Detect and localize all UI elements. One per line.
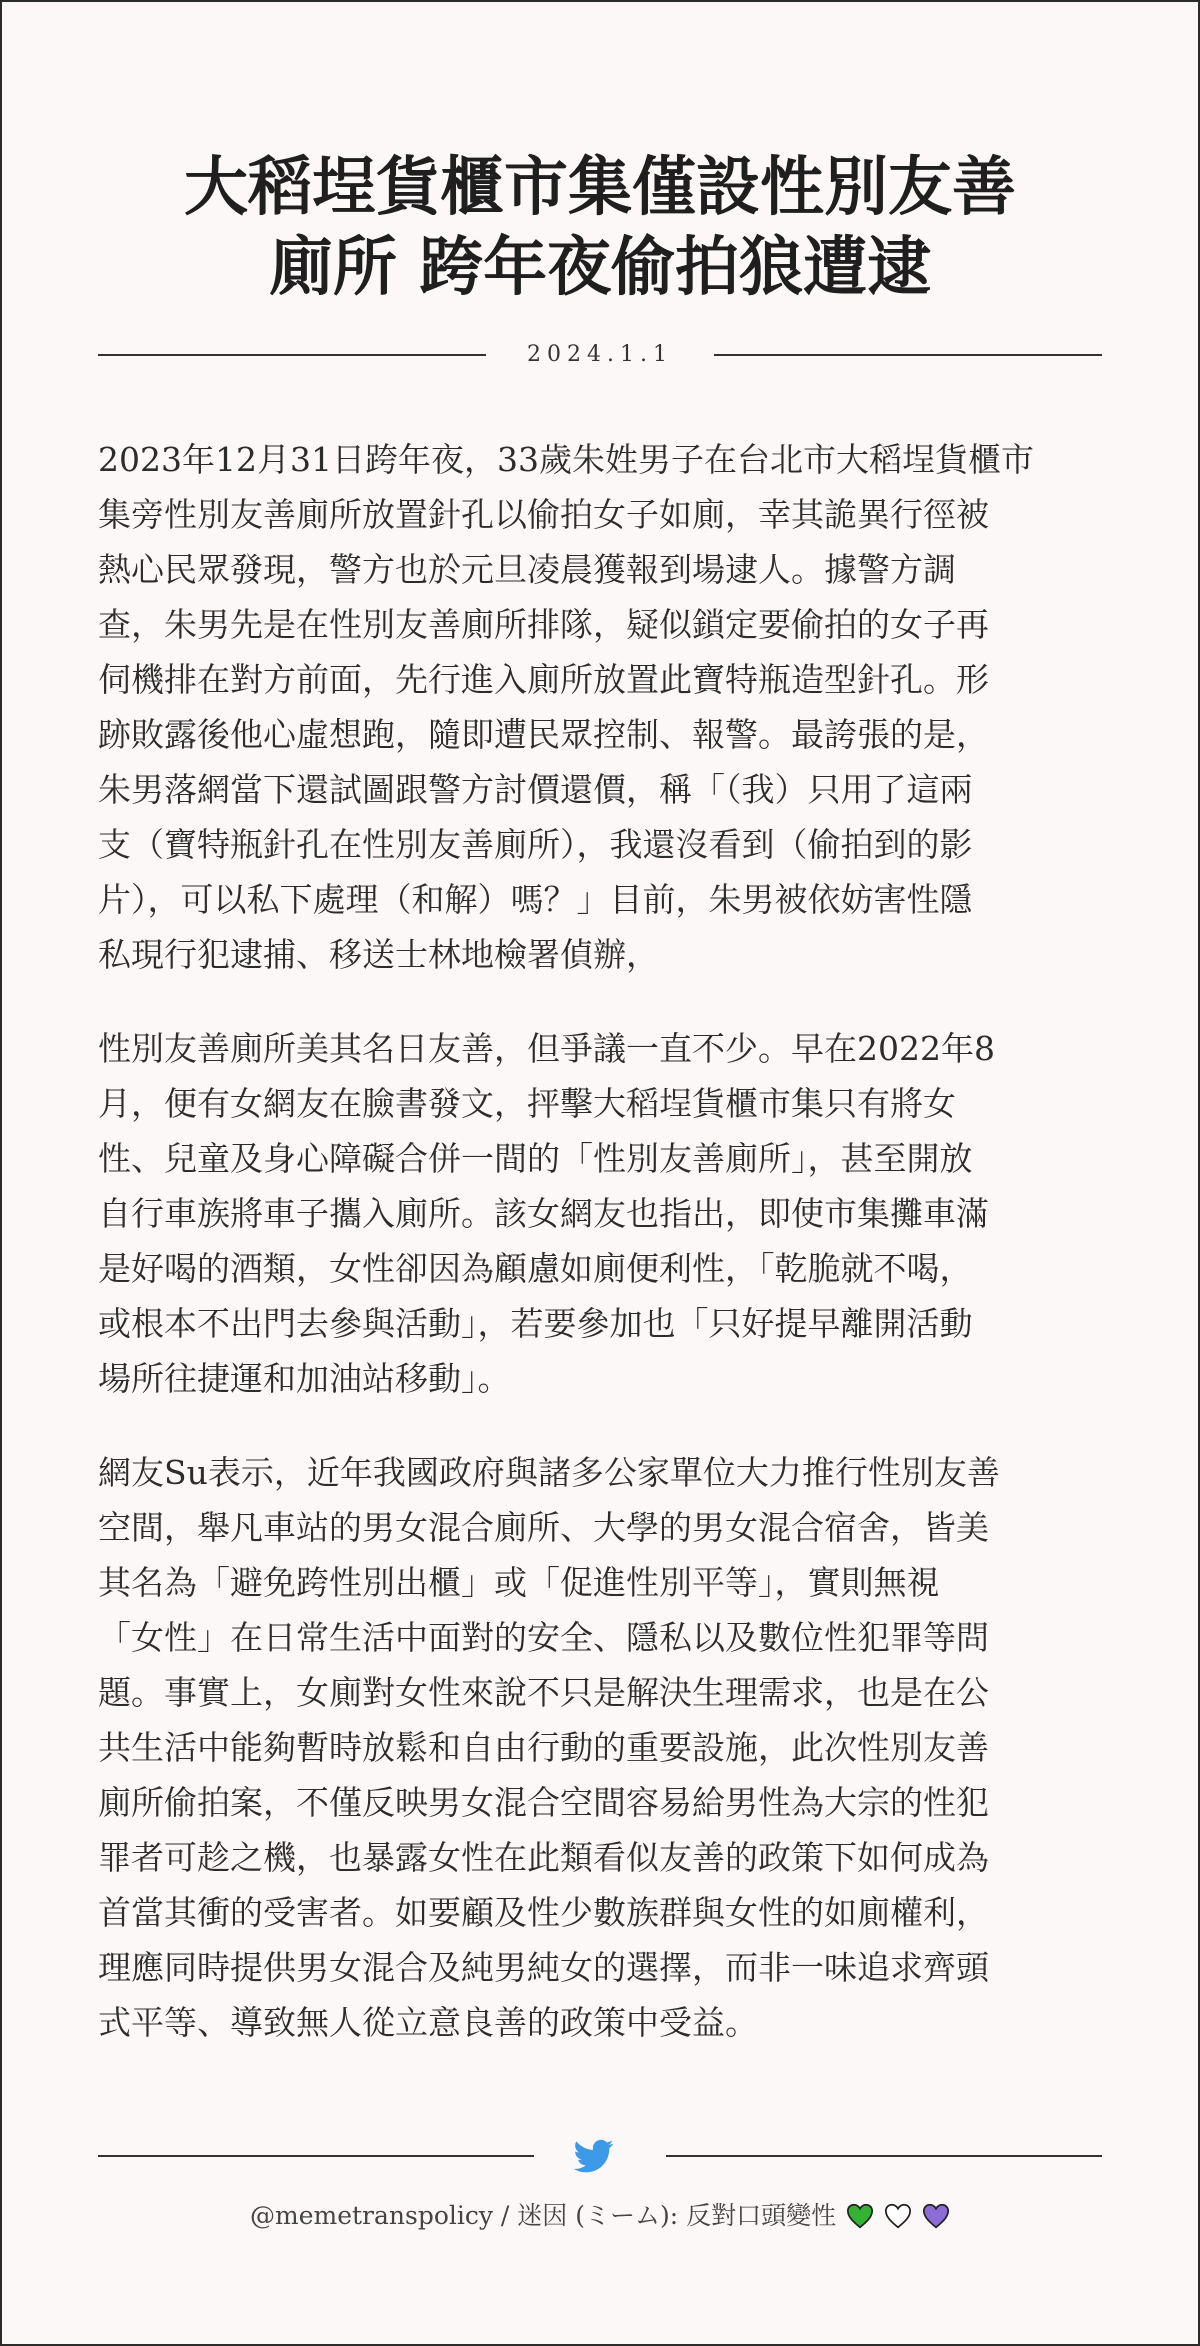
green-heart-icon [846,2203,874,2229]
white-heart-icon [884,2203,912,2229]
paragraph-line: 其名為「避免跨性別出櫃」或「促進性別平等」，實則無視 [98,1563,940,1602]
footer-divider-left [98,2155,534,2157]
paragraph-line: 查，朱男先是在性別友善廁所排隊，疑似鎖定要偷拍的女子再 [98,605,989,644]
footer-divider-row [98,2136,1102,2176]
paragraph-line: 式平等、導致無人從立意良善的政策中受益。 [98,2003,758,2042]
paragraph-line: 跡敗露後他心虛想跑，隨即遭民眾控制、報警。最誇張的是， [98,715,989,754]
paragraph-line: 支（寶特瓶針孔在性別友善廁所），我還沒看到（偷拍到的影 [98,825,973,864]
credit-text: @memetranspolicy / 迷因 (ミーム): 反對口頭變性 [249,2201,837,2230]
paragraph-2 [98,1021,1102,1406]
paragraph-line: 性別友善廁所美其名日友善，但爭議一直不少。早在2022年8 [98,1029,995,1068]
paragraph-line: 月，便有女網友在臉書發文，抨擊大稻埕貨櫃市集只有將女 [98,1084,956,1123]
title-line-1: 大稻埕貨櫃市集僅設性別友善 [184,151,1016,225]
paragraph-line: 性、兒童及身心障礙合併一間的「性別友善廁所」，甚至開放 [98,1139,973,1178]
paragraph-3 [98,1445,1102,2050]
paragraph-line: 廁所偷拍案，不僅反映男女混合空間容易給男性為大宗的性犯 [98,1783,989,1822]
paragraph-line: 場所往捷運和加油站移動」。 [98,1359,511,1398]
paragraph-line: 集旁性別友善廁所放置針孔以偷拍女子如廁，幸其詭異行徑被 [98,495,989,534]
paragraph-line: 「女性」在日常生活中面對的安全、隱私以及數位性犯罪等問 [98,1618,989,1657]
paragraph-line: 2023年12月31日跨年夜，33歲朱姓男子在台北市大稻埕貨櫃市 [98,440,1034,479]
footer-credit [0,2196,1200,2236]
paragraph-line: 空間，舉凡車站的男女混合廁所、大學的男女混合宿舍，皆美 [98,1508,989,1547]
article-title [60,148,1140,308]
heart-shape [924,2205,948,2228]
twitter-bird-icon[interactable] [574,2136,614,2176]
paragraph-line: 熱心民眾發現，警方也於元旦凌晨獲報到場逮人。據警方調 [98,550,956,589]
heart-shape [848,2205,872,2228]
paragraph-line: 是好喝的酒類，女性卻因為顧慮如廁便利性，「乾脆就不喝， [98,1249,973,1288]
article-body [98,432,1102,2089]
footer-divider-right [666,2155,1102,2157]
title-line-2: 廁所 跨年夜偷拍狼遭逮 [268,231,932,305]
paragraph-line: 網友Su表示，近年我國政府與諸多公家單位大力推行性別友善 [98,1453,1000,1492]
date-row [98,340,1102,370]
paragraph-line: 或根本不出門去參與活動」，若要參加也「只好提早離開活動 [98,1304,973,1343]
paragraph-line: 題。事實上，女廁對女性來說不只是解決生理需求，也是在公 [98,1673,989,1712]
paragraph-line: 私現行犯逮捕、移送士林地檢署偵辦， [98,935,659,974]
paragraph-line: 理應同時提供男女混合及純男純女的選擇，而非一味追求齊頭 [98,1948,989,1987]
paragraph-line: 片），可以私下處理（和解）嗎？」目前，朱男被依妨害性隱 [98,880,973,919]
paragraph-line: 罪者可趁之機，也暴露女性在此類看似友善的政策下如何成為 [98,1838,989,1877]
paragraph-line: 自行車族將車子攜入廁所。該女網友也指出，即使市集攤車滿 [98,1194,989,1233]
paragraph-line: 首當其衝的受害者。如要顧及性少數族群與女性的如廁權利， [98,1893,989,1932]
heart-shape [886,2205,910,2228]
paragraph-line: 伺機排在對方前面，先行進入廁所放置此寶特瓶造型針孔。形 [98,660,989,699]
paragraph-1 [98,432,1102,982]
paragraph-line: 共生活中能夠暫時放鬆和自由行動的重要設施，此次性別友善 [98,1728,989,1767]
purple-heart-icon [922,2203,950,2229]
article-date: 2024.1.1 [527,342,673,367]
paragraph-line: 朱男落網當下還試圖跟警方討價還價，稱「（我）只用了這兩 [98,770,973,809]
